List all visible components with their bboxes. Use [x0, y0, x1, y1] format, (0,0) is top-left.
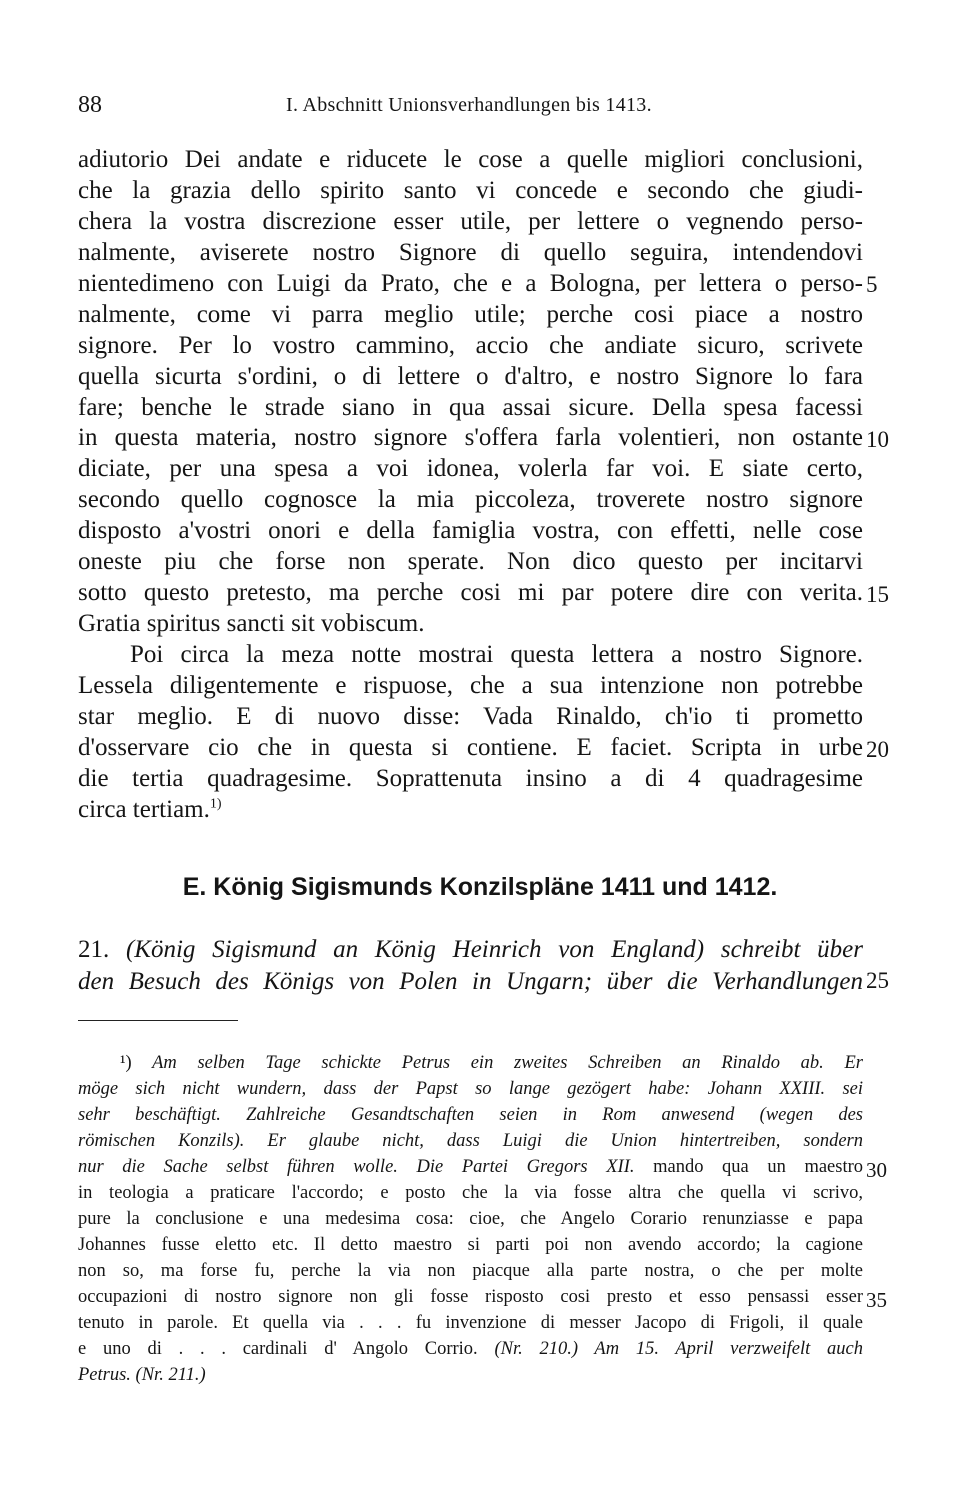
footnote-line	[78, 1154, 863, 1180]
footnote-line: occupazioni di nostro signore non gli fosse risposto cosi presto et esso pensassi esser	[78, 1287, 863, 1307]
text-line: oneste piu che forse non sperate. Non dico questo per incitarvi	[78, 548, 863, 576]
footnote-text: mando qua un maestro	[653, 1157, 864, 1177]
footnote-line: pure la conclusione e una medesima cosa: cioe, che Angelo Corario renunziasse e papa	[78, 1209, 863, 1229]
text-line: in questa materia, nostro signore s'offera farla volentieri, non ostante	[78, 424, 863, 452]
footnote-line: Johannes fusse eletto etc. Il detto maestro si parti poi non avendo accordo; la cagione	[78, 1235, 863, 1255]
footnote-line: römischen Konzils). Er glaube nicht, dass Luigi die Union hintertreiben, sondern	[78, 1131, 863, 1151]
text-line: fare; benche le strade siano in qua assai sicure. Della spesa facessi	[78, 393, 863, 421]
footnote-line	[78, 1050, 863, 1076]
page-header	[78, 92, 863, 122]
text-line: diciate, per una spesa a voi idonea, volerla far voi. E siate certo,	[78, 455, 863, 483]
section-heading: E. König Sigismunds Konzilspläne 1411 und 1412.	[182, 873, 778, 901]
text-line: chera la vostra discrezione esser utile, per lettere o vegnendo perso-	[78, 207, 863, 235]
document-entry	[78, 934, 863, 998]
text-line: nalmente, come vi parra meglio utile; perche cosi piace a nostro	[78, 300, 863, 328]
text-line: star meglio. E di nuovo disse: Vada Rinaldo, ch'io ti prometto	[78, 702, 863, 730]
line-number: 15	[866, 582, 889, 607]
footnote-line	[78, 1336, 863, 1362]
line-number: 30	[866, 1158, 887, 1182]
footnote-text: (Nr. 210.) Am 15. April verzweifelt auch	[494, 1339, 863, 1359]
footnote-line: tenuto in parole. Et quella via . . . fu invenzione di messer Jacopo di Frigoli, il quale	[78, 1313, 863, 1333]
line-number: 35	[866, 1288, 887, 1312]
footnote-line: non so, ma forse fu, perche la via non piacque alla parte nostra, o che per molte	[78, 1261, 863, 1281]
entry-number: 21.	[78, 936, 110, 963]
running-head: I. Abschnitt Unionsverhandlungen bis 1413.	[286, 94, 652, 116]
text-line: adiutorio Dei andate e riducete le cose a quelle migliori conclusioni,	[78, 146, 863, 173]
text-line: Lessela diligentemente e rispuose, che a sua intenzione non potrebbe	[78, 671, 863, 699]
text-line: secondo quello cognosce la mia piccoleza, troverete nostro signore	[78, 486, 863, 514]
text-line: nientedimeno con Luigi da Prato, che e a Bologna, per lettera o perso-	[78, 269, 863, 297]
footnote-text: e uno di . . . cardinali d' Angolo Corrio.	[78, 1339, 478, 1359]
footnote-line: Petrus. (Nr. 211.)	[78, 1365, 206, 1385]
letter-text	[78, 145, 863, 826]
footnote-line: in teologia a praticare l'accordo; e posto che la via fosse altra che quella vi scrivo,	[78, 1183, 863, 1203]
text-line: die tertia quadragesime. Soprattenuta insino a di 4 quadragesime	[78, 764, 863, 792]
line-number: 5	[866, 272, 878, 297]
entry-summary: (König Sigismund an König Heinrich von England) schreibt über	[125, 936, 864, 963]
text-line: quella sicurta s'ordini, o di lettere o d'altro, e nostro Signore lo fara	[78, 362, 863, 390]
footnotes	[78, 1050, 863, 1388]
footnote-line: möge sich nicht wundern, dass der Papst so lange gezögert habe: Johann XXIII. sei	[78, 1079, 863, 1099]
footnote-marker: ¹)	[120, 1053, 132, 1073]
text-line	[78, 795, 863, 826]
text-line: disposto a'vostri onori e della famiglia vostra, con effetti, nelle cose	[78, 517, 863, 545]
footnote-reference: 1)	[209, 796, 222, 812]
footnote-text: Am selben Tage schickte Petrus ein zweites Schreiben an Rinaldo ab. Er	[152, 1053, 863, 1073]
text-line: che la grazia dello spirito santo vi concede e secondo che giudi-	[78, 176, 863, 204]
footnote-line: sehr beschäftigt. Zahlreiche Gesandtschaften seien in Rom anwesend (wegen des	[78, 1105, 863, 1125]
page-number: 88	[78, 92, 102, 118]
text-line: signore. Per lo vostro cammino, accio che andiate sicuro, scrivete	[78, 331, 863, 359]
line-number: 10	[866, 427, 889, 452]
text-line: Gratia spiritus sancti sit vobiscum.	[78, 610, 425, 638]
entry-line	[78, 934, 863, 966]
text-line: nalmente, aviserete nostro Signore di quello seguira, intendendovi	[78, 238, 863, 266]
footnote-separator	[78, 1020, 238, 1021]
text-line-content: circa tertiam.	[78, 795, 210, 823]
text-line: sotto questo pretesto, ma perche cosi mi par potere dire con verita.	[78, 579, 863, 607]
text-line: Poi circa la meza notte mostrai questa lettera a nostro Signore.	[130, 641, 863, 668]
footnote-text: nur die Sache selbst führen wolle. Die Partei Gregors XII.	[78, 1157, 635, 1177]
line-number: 20	[866, 737, 889, 762]
text-line: d'osservare cio che in questa si contiene. E faciet. Scripta in urbe	[78, 733, 863, 761]
line-number: 25	[866, 968, 889, 993]
entry-line: den Besuch des Königs von Polen in Ungarn; über die Verhandlungen	[78, 968, 863, 995]
